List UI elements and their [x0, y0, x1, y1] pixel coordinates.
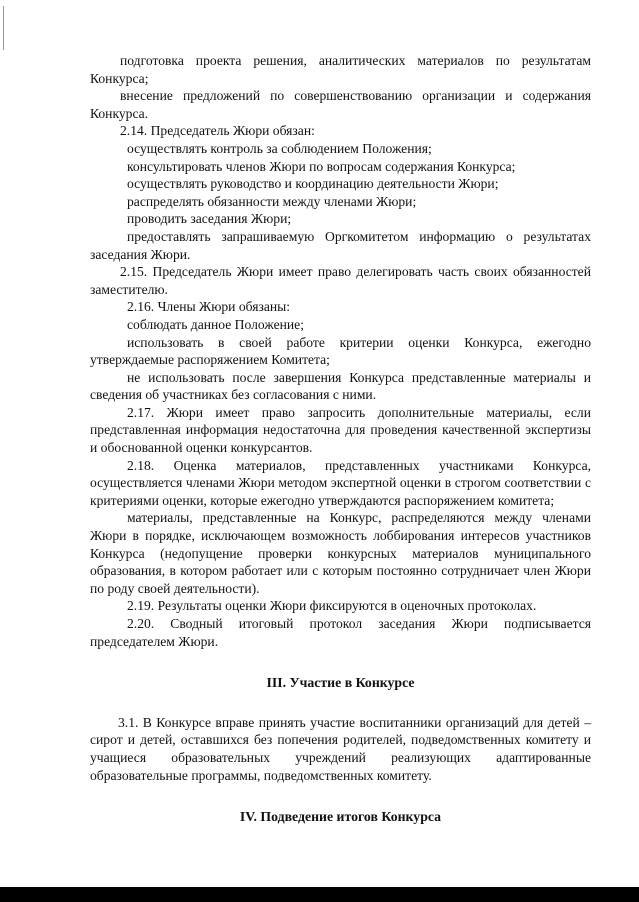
paragraph: 2.14. Председатель Жюри обязан: [120, 123, 315, 139]
paragraph: использовать в своей работе критерии оценки Конкурса, ежегодно утверждаемые распоряжением Комитета; [90, 334, 591, 368]
scan-bottom-border [0, 887, 639, 902]
paragraph: не использовать после завершения Конкурса представленные материалы и сведения об участниках без согласования с ними. [90, 369, 591, 403]
paragraph: консультировать членов Жюри по вопросам содержания Конкурса; [127, 158, 516, 174]
section-heading: IV. Подведение итогов Конкурса [239, 809, 442, 825]
paragraph: соблюдать данное Положение; [127, 316, 304, 332]
document-page [90, 52, 591, 826]
paragraph: 2.18. Оценка материалов, представленных участниками Конкурса, осуществляется членами Жюри методом экспертной оценки в строгом соответствии с критериями оценки, которые ежегодно утверждаются распоряжением комитета; [90, 457, 591, 508]
paragraph: 3.1. В Конкурсе вправе принять участие воспитанники организаций для детей – сирот и детей, оставшихся без попечения родителей, подведомственных комитету и учащиеся образовательных учреждений реализующих адаптированные образовательные программы, подведомственных комитету. [90, 714, 591, 783]
paragraph: материалы, представленные на Конкурс, распределяются между членами Жюри в порядке, исключающем возможность лоббирования интересов участников Конкурса (недопущение проверки конкурсных материалов муниципального образования, в котором работает или с которым постоянно сотрудничает член Жюри по роду своей деятельности). [90, 510, 591, 596]
scan-edge-mark [3, 6, 4, 50]
paragraph: 2.20. Сводный итоговый протокол заседания Жюри подписывается председателем Жюри. [90, 616, 591, 649]
section-heading: III. Участие в Конкурсе [266, 675, 415, 691]
paragraph: подготовка проекта решения, аналитических материалов по результатам Конкурса; [90, 53, 591, 86]
paragraph: 2.15. Председатель Жюри имеет право делегировать часть своих обязанностей заместителю. [90, 264, 591, 297]
paragraph: распределять обязанности между членами Жюри; [127, 193, 417, 209]
paragraph: 2.17. Жюри имеет право запросить дополнительные материалы, если представленная информация недостаточна для проведения качественной экспертизы и обоснованной оценки конкурсантов. [90, 404, 591, 456]
paragraph: 2.16. Члены Жюри обязаны: [127, 299, 291, 315]
paragraph: проводить заседания Жюри; [127, 211, 292, 227]
paragraph: осуществлять руководство и координацию деятельности Жюри; [127, 176, 499, 192]
paragraph: 2.19. Результаты оценки Жюри фиксируются в оценочных протоколах. [127, 598, 537, 614]
paragraph: предоставлять запрашиваемую Оргкомитетом информацию о результатах заседания Жюри. [90, 228, 591, 262]
paragraph: осуществлять контроль за соблюдением Положения; [127, 140, 432, 156]
paragraph: внесение предложений по совершенствованию организации и содержания Конкурса. [90, 88, 591, 121]
